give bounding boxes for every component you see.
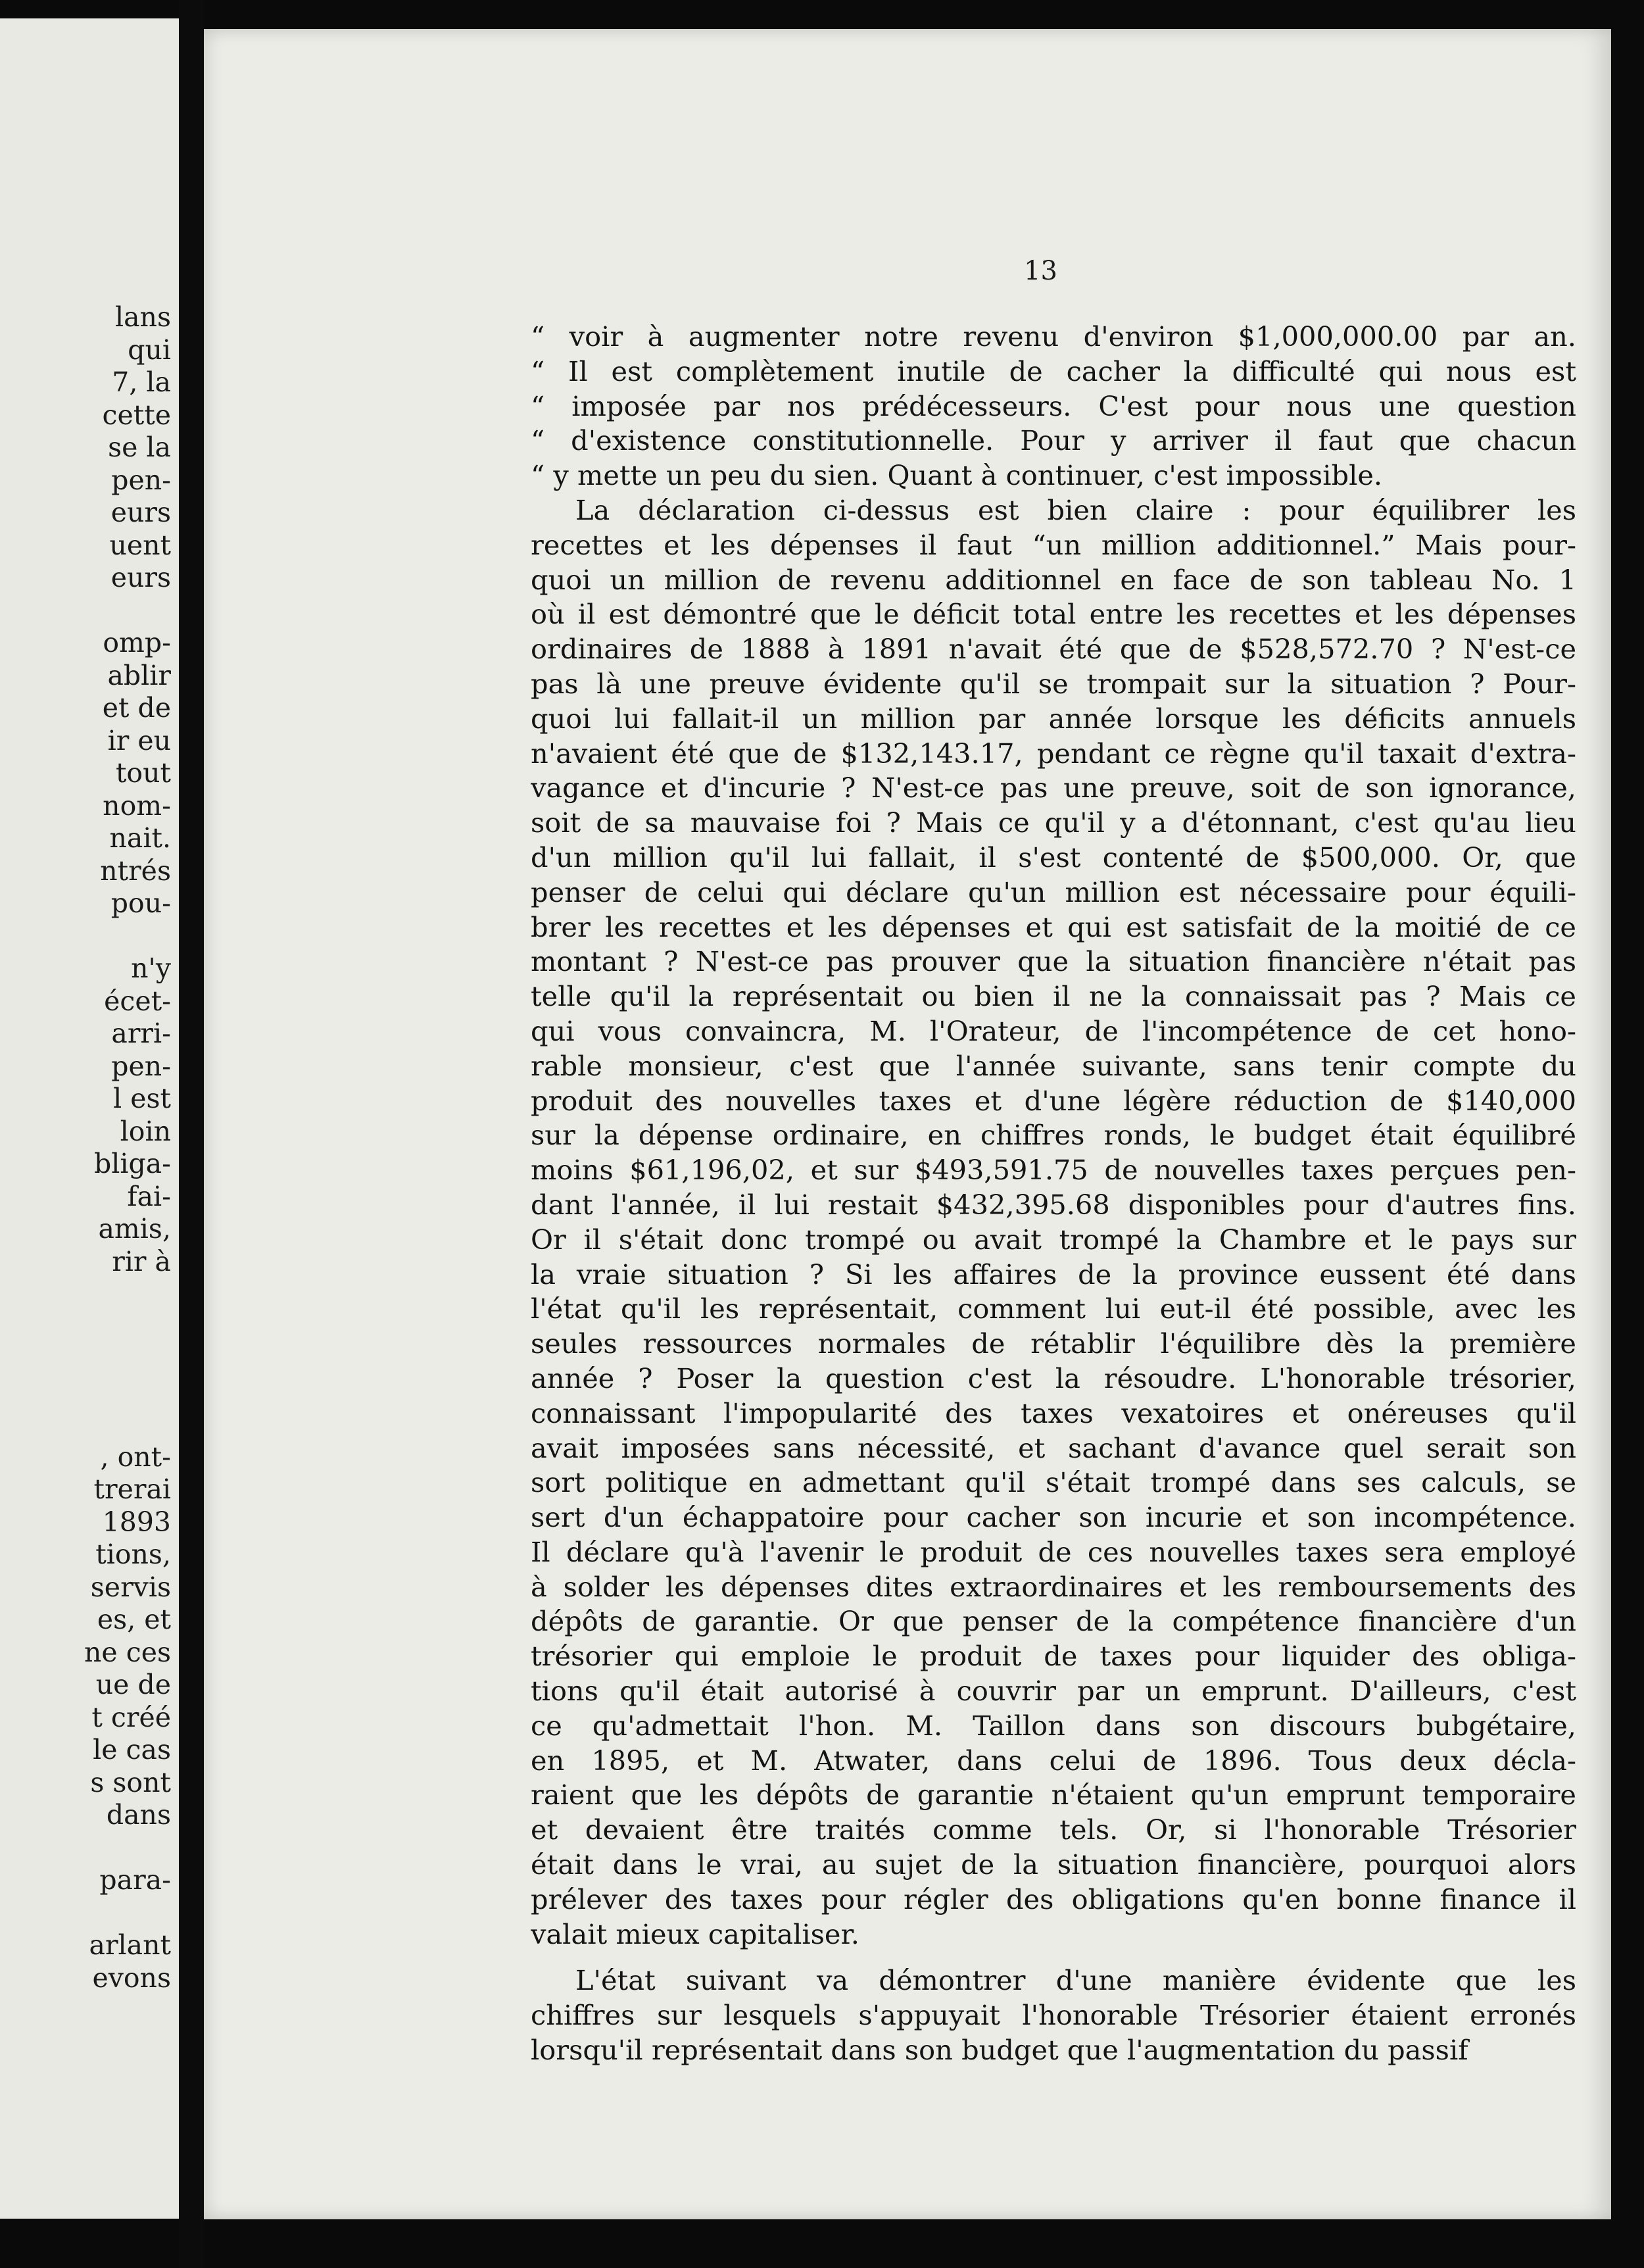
left-page-fragment: pou- bbox=[110, 887, 171, 919]
left-page-fragment: eurs bbox=[110, 497, 171, 528]
left-page-fragment: nom- bbox=[103, 789, 171, 822]
text-line: n'avaient été que de $132,143.17, pendant ce règne qu'il taxait d'extra- bbox=[531, 737, 1576, 770]
text-line: qui vous convaincra, M. l'Orateur, de l'incompétence de cet hono- bbox=[531, 1014, 1576, 1047]
left-page-fragment: , ont- bbox=[100, 1441, 171, 1473]
left-page-fragment: fai- bbox=[127, 1180, 171, 1212]
text-line: année ? Poser la question c'est la résoudre. L'honorable trésorier, bbox=[531, 1362, 1576, 1394]
text-line: avait imposées sans nécessité, et sachant d'avance quel serait son bbox=[531, 1431, 1576, 1464]
left-page-fragment: 7, la bbox=[112, 366, 171, 398]
text-line: où il est démontré que le déficit total entre les recettes et les dépenses bbox=[531, 598, 1576, 631]
left-page-fragment: ir eu bbox=[107, 724, 171, 756]
left-page-fragment: se la bbox=[108, 431, 171, 463]
paragraph bbox=[531, 1963, 1576, 2067]
text-line: La déclaration ci-dessus est bien claire : pour équilibrer les bbox=[575, 493, 1576, 526]
left-page-fragment: rir à bbox=[112, 1245, 171, 1277]
text-line: brer les recettes et les dépenses et qui est satisfait de la moitié de ce bbox=[531, 910, 1576, 943]
left-page-fragment: 1893 bbox=[102, 1506, 171, 1538]
text-line: d'un million qu'il lui fallait, il s'est contenté de $500,000. Or, que bbox=[531, 841, 1576, 874]
left-page-fragment: tout bbox=[115, 757, 171, 789]
left-page-fragment: evons bbox=[92, 1961, 171, 1994]
left-page-fragment: s sont bbox=[90, 1766, 171, 1798]
text-line: pas là une preuve évidente qu'il se trompait sur la situation ? Pour- bbox=[531, 667, 1576, 700]
text-line: sort politique en admettant qu'il s'était trompé dans ses calculs, se bbox=[531, 1466, 1576, 1499]
text-line: vagance et d'incurie ? N'est-ce pas une preuve, soit de son ignorance, bbox=[531, 772, 1576, 804]
text-line: chiffres sur lesquels s'appuyait l'honorable Trésorier étaient erronés bbox=[531, 1999, 1576, 2032]
left-page-fragment: cette bbox=[102, 399, 171, 431]
text-line: en 1895, et M. Atwater, dans celui de 1896. Tous deux décla- bbox=[531, 1744, 1576, 1777]
left-page-fragment: pen- bbox=[111, 464, 171, 496]
left-page-fragment: eurs bbox=[110, 562, 171, 593]
text-line: ordinaires de 1888 à 1891 n'avait été que de $528,572.70 ? N'est-ce bbox=[531, 633, 1576, 666]
left-page-fragment: ue de bbox=[95, 1669, 171, 1700]
text-line: “ d'existence constitutionnelle. Pour y arriver il faut que chacun bbox=[531, 424, 1576, 457]
left-page-fragment: l est bbox=[113, 1083, 171, 1114]
text-line: l'état qu'il les représentait, comment lui eut-il été possible, avec les bbox=[531, 1293, 1576, 1325]
left-page bbox=[0, 18, 179, 2219]
left-page-fragment: arlant bbox=[89, 1929, 171, 1961]
text-line: produit des nouvelles taxes et d'une légère réduction de $140,000 bbox=[531, 1084, 1576, 1117]
text-line: connaissant l'impopularité des taxes vexatoires et onéreuses qu'il bbox=[531, 1396, 1576, 1429]
left-page-fragment: ablir bbox=[107, 659, 171, 691]
page-number: 13 bbox=[1024, 256, 1057, 286]
paragraph-gap bbox=[531, 1952, 1576, 1963]
left-page-fragment: trerai bbox=[93, 1473, 171, 1505]
left-page-fragment: dans bbox=[106, 1799, 171, 1831]
text-line: trésorier qui emploie le produit de taxes pour liquider des obliga- bbox=[531, 1640, 1576, 1673]
text-line: dépôts de garantie. Or que penser de la compétence financière d'un bbox=[531, 1605, 1576, 1638]
text-line: rable monsieur, c'est que l'année suivante, sans tenir compte du bbox=[531, 1049, 1576, 1082]
text-line: prélever des taxes pour régler des obligations qu'en bonne finance il bbox=[531, 1883, 1576, 1915]
text-line: raient que les dépôts de garantie n'étaient qu'un emprunt temporaire bbox=[531, 1779, 1576, 1812]
text-line: “ voir à augmenter notre revenu d'environ $1,000,000.00 par an. bbox=[531, 320, 1576, 353]
text-line: la vraie situation ? Si les affaires de la province eussent été dans bbox=[531, 1258, 1576, 1291]
body-text bbox=[531, 320, 1576, 2068]
text-line: quoi lui fallait-il un million par année lorsque les déficits annuels bbox=[531, 702, 1576, 735]
left-page-fragment: amis, bbox=[98, 1213, 171, 1245]
text-line: seules ressources normales de rétablir l'équilibre dès la première bbox=[531, 1327, 1576, 1360]
text-line: lorsqu'il représentait dans son budget que l'augmentation du passif bbox=[531, 2034, 1468, 2067]
paragraph bbox=[531, 493, 1576, 1952]
left-page-fragment: tions, bbox=[95, 1539, 171, 1570]
text-line: valait mieux capitaliser. bbox=[531, 1917, 859, 1950]
text-line: et devaient être traités comme tels. Or, si l'honorable Trésorier bbox=[531, 1813, 1576, 1846]
left-page-fragment: bliga- bbox=[93, 1148, 171, 1179]
left-page-fragment: es, et bbox=[97, 1604, 171, 1635]
text-line: Or il s'était donc trompé ou avait trompé la Chambre et le pays sur bbox=[531, 1223, 1576, 1256]
text-line: moins $61,196,02, et sur $493,591.75 de nouvelles taxes perçues pen- bbox=[531, 1154, 1576, 1187]
text-line: à solder les dépenses dites extraordinaires et les remboursements des bbox=[531, 1570, 1576, 1603]
text-line: quoi un million de revenu additionnel en face de son tableau No. 1 bbox=[531, 563, 1576, 596]
text-line: tions qu'il était autorisé à couvrir par un emprunt. D'ailleurs, c'est bbox=[531, 1675, 1576, 1708]
text-line: sert d'un échappatoire pour cacher son incurie et son incompétence. bbox=[531, 1501, 1576, 1534]
left-page-fragment: lans bbox=[114, 301, 171, 333]
left-page-fragment: servis bbox=[90, 1571, 171, 1603]
left-page-fragment: et de bbox=[102, 692, 171, 724]
text-line: penser de celui qui déclare qu'un million est nécessaire pour équili- bbox=[531, 875, 1576, 908]
text-line: “ Il est complètement inutile de cacher la difficulté qui nous est bbox=[531, 355, 1576, 387]
text-line: était dans le vrai, au sujet de la situation financière, pourquoi alors bbox=[531, 1848, 1576, 1881]
text-line: Il déclare qu'à l'avenir le produit de ces nouvelles taxes sera employé bbox=[531, 1535, 1576, 1568]
text-line: L'état suivant va démontrer d'une manière évidente que les bbox=[575, 1964, 1576, 1997]
text-line: sur la dépense ordinaire, en chiffres ronds, le budget était équilibré bbox=[531, 1119, 1576, 1152]
left-page-fragment: arri- bbox=[111, 1018, 171, 1049]
book-gutter bbox=[179, 0, 204, 2268]
left-page-fragment: ne ces bbox=[84, 1636, 171, 1668]
text-line: ce qu'admettait l'hon. M. Taillon dans son discours bubgétaire, bbox=[531, 1709, 1576, 1742]
paragraph bbox=[531, 320, 1576, 493]
right-page bbox=[204, 29, 1611, 2219]
text-line: recettes et les dépenses il faut “un million additionnel.” Mais pour- bbox=[531, 528, 1576, 561]
text-line: “ y mette un peu du sien. Quant à continuer, c'est impossible. bbox=[531, 459, 1383, 492]
text-line: dant l'année, il lui restait $432,395.68 disponibles pour d'autres fins. bbox=[531, 1188, 1576, 1221]
left-page-fragment: ntrés bbox=[100, 854, 171, 887]
text-line: telle qu'il la représentait ou bien il ne la connaissait pas ? Mais ce bbox=[531, 980, 1576, 1013]
left-page-fragment: nait. bbox=[109, 822, 171, 854]
left-page-fragment: qui bbox=[128, 333, 171, 366]
left-page-fragment: loin bbox=[120, 1115, 171, 1147]
left-page-fragment: t créé bbox=[91, 1701, 171, 1733]
left-page-fragment: le cas bbox=[93, 1734, 171, 1765]
left-page-fragment: pen- bbox=[111, 1050, 171, 1082]
left-page-fragment: uent bbox=[109, 529, 171, 561]
left-page-fragment: n'y bbox=[131, 952, 171, 984]
text-line: “ imposée par nos prédécesseurs. C'est pour nous une question bbox=[531, 389, 1576, 422]
left-page-fragment: écet- bbox=[104, 985, 171, 1017]
text-line: montant ? N'est-ce pas prouver que la situation financière n'était pas bbox=[531, 945, 1576, 978]
text-line: soit de sa mauvaise foi ? Mais ce qu'il y a d'étonnant, c'est qu'au lieu bbox=[531, 806, 1576, 839]
left-page-fragment: omp- bbox=[103, 627, 171, 658]
left-page-fragment: para- bbox=[99, 1864, 171, 1896]
